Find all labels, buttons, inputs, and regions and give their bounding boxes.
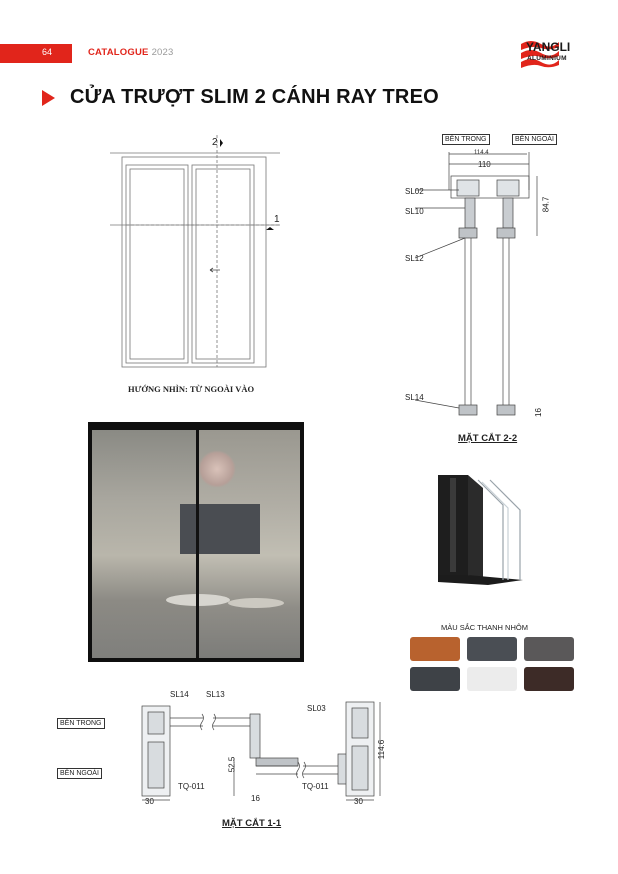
swatch-wood[interactable] [410,637,460,661]
section11-dim-16: 16 [251,794,260,803]
section11-dim-114-6: 114.6 [377,739,387,760]
section11-dim-52-5: 52.5 [227,756,237,773]
section22-dim-110: 110 [478,160,491,169]
code-sl10: SL10 [405,207,424,216]
section-1-1-drawing [138,696,393,806]
code-tq-011-right: TQ-011 [302,782,329,791]
section22-inside-label: BÊN TRONG [442,134,490,145]
catalogue-label [88,47,174,58]
code-sl14-11: SL14 [170,690,189,699]
color-swatch-label: MÀU SẮC THANH NHÔM [441,623,528,632]
section11-inside-label: BÊN TRONG [57,718,105,729]
section11-dim-30-right: 30 [354,797,363,806]
swatch-dark-grey[interactable] [524,637,574,661]
code-tq-011-left: TQ-011 [178,782,205,791]
catalogue-text: CATALOGUE [88,47,149,58]
page-number: 64 [42,47,53,57]
section22-dim-16: 16 [533,408,543,417]
section11-outside-label: BÊN NGOÀI [57,768,102,779]
swatch-grey[interactable] [467,637,517,661]
section22-dim-114-4: 114.4 [474,150,489,156]
code-sl14: SL14 [405,393,424,402]
title-arrow-icon [42,90,55,106]
swatch-white[interactable] [467,667,517,691]
code-sl13: SL13 [206,690,225,699]
page-title: CỬA TRƯỢT SLIM 2 CÁNH RAY TREO [70,86,439,108]
code-sl12: SL12 [405,254,424,263]
door-elevation-drawing [110,135,290,375]
elevation-caption: HƯỚNG NHÌN: TỪ NGOÀI VÀO [128,384,255,394]
section22-dim-84-7: 84.7 [541,196,551,213]
elevation-marker-top: 2 [212,137,218,148]
section11-dim-30-left: 30 [145,797,154,806]
elevation-marker-side: 1 [274,214,280,225]
section22-caption: MẶT CẮT 2-2 [458,433,518,444]
profile-3d-image [428,470,538,590]
swatch-brown[interactable] [524,667,574,691]
catalogue-year: 2023 [151,47,174,58]
code-sl02: SL02 [405,187,424,196]
door-photo [88,422,304,662]
section22-outside-label: BÊN NGOÀI [512,134,557,145]
swatch-anthracite[interactable] [410,667,460,691]
section11-caption: MẶT CẮT 1-1 [222,818,282,829]
code-sl03: SL03 [307,704,326,713]
section-2-2-drawing [425,150,555,425]
header-red-bar [0,44,72,63]
brand-name: YANGLI [526,40,571,54]
brand-subtitle: ALUMINIUM [527,55,567,62]
